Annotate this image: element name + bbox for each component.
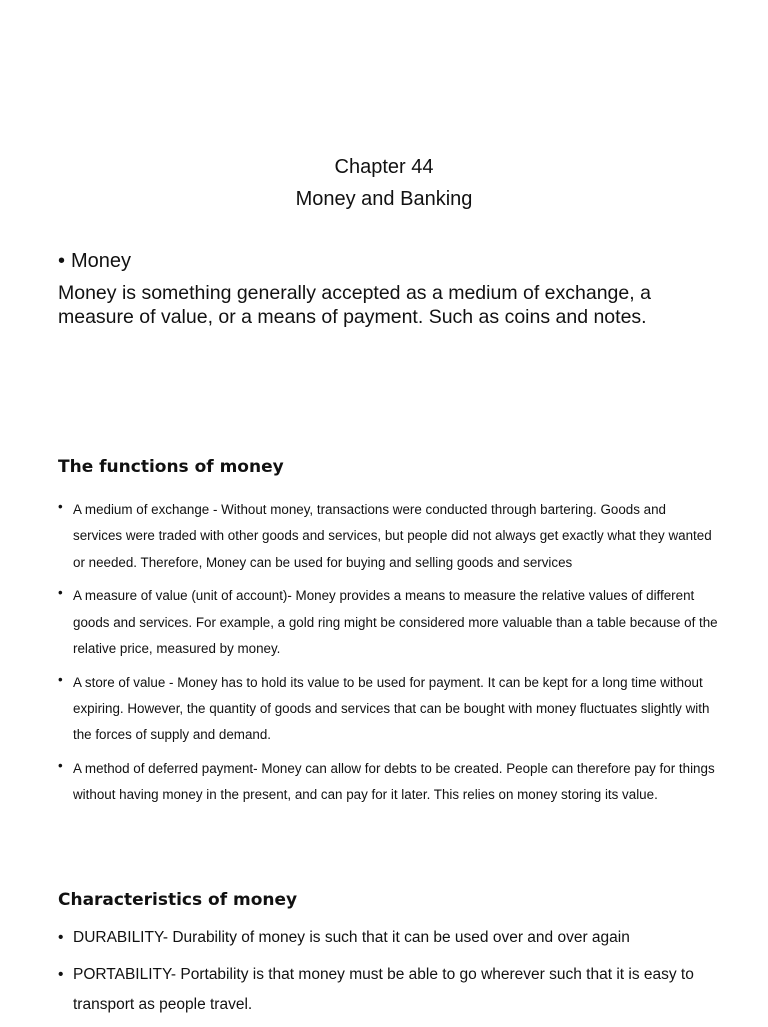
characteristics-heading: Characteristics of money bbox=[58, 890, 298, 910]
list-item bbox=[58, 923, 718, 954]
bullet-marker: • bbox=[58, 499, 63, 514]
chapter-title: Money and Banking bbox=[295, 188, 473, 210]
intro-definition: Money is something generally accepted as a medium of exchange, a measure of value, or a means of payment. Such as coins and notes. bbox=[58, 282, 651, 328]
list-item-text: DURABILITY- Durability of money is such that it can be used over and over again bbox=[73, 929, 630, 946]
list-item-text: A medium of exchange - Without money, transactions were conducted through bartering. Goods and services were traded with other goods and services, but people did not always get exactly what they wanted or needed. Therefore, Money can be used for buying and selling goods and services bbox=[73, 502, 712, 570]
bullet-marker: • bbox=[58, 250, 66, 272]
bullet-marker: • bbox=[58, 671, 63, 687]
bullet-marker: • bbox=[58, 929, 64, 946]
list-item bbox=[58, 670, 718, 749]
list-item-text: A method of deferred payment- Money can allow for debts to be created. People can therefore pay for things without having money in the present, and can pay for it later. This relies on money storing its value. bbox=[73, 761, 715, 803]
functions-heading: The functions of money bbox=[58, 457, 284, 477]
functions-list bbox=[58, 497, 718, 816]
list-item bbox=[58, 756, 718, 809]
list-item-text: A measure of value (unit of account)- Money provides a means to measure the relative values of different goods and services. For example, a gold ring might be considered more valuable than a table because of the relative price, measured by money. bbox=[73, 588, 718, 656]
bullet-marker: • bbox=[58, 758, 63, 774]
chapter-title-block bbox=[0, 151, 768, 215]
intro-section bbox=[58, 247, 718, 329]
bullet-marker: • bbox=[58, 965, 64, 983]
characteristics-list bbox=[58, 923, 718, 1027]
list-item-text: PORTABILITY- Portability is that money must be able to go wherever such that it is easy to transport as people travel. bbox=[73, 965, 694, 1013]
list-item-text: A store of value - Money has to hold its value to be used for payment. It can be kept for a long time without expiring. However, the quantity of goods and services that can be bought with money fluctuates slightly with the forces of supply and demand. bbox=[73, 674, 710, 743]
list-item bbox=[58, 497, 718, 576]
list-item bbox=[58, 583, 718, 662]
bullet-marker: • bbox=[58, 585, 63, 601]
chapter-number: Chapter 44 bbox=[334, 156, 434, 178]
intro-term-label: Money bbox=[71, 250, 132, 272]
list-item bbox=[58, 960, 718, 1021]
intro-term bbox=[58, 247, 718, 275]
